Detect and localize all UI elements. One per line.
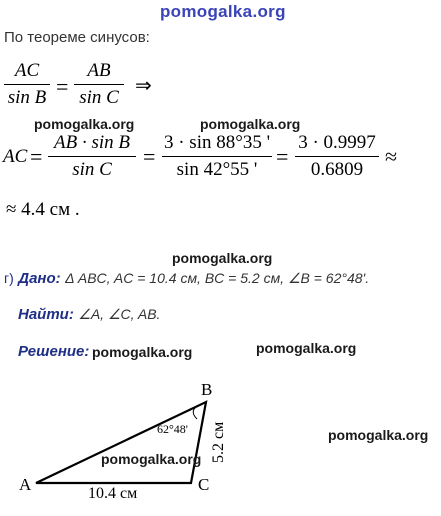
implies-arrow: ⇒ [135, 75, 152, 97]
law-lhs-numerator: AC [14, 60, 40, 81]
calc-fraction-1 [48, 132, 136, 181]
law-rhs-numerator: AB [87, 60, 111, 81]
part-prefix: г) [4, 270, 14, 286]
calc-equals-2: = [143, 144, 156, 169]
find-line [18, 306, 160, 324]
intro-text: По теореме синусов: [4, 29, 150, 46]
triangle-abc [36, 402, 206, 483]
watermark-1: pomogalka.org [34, 116, 135, 132]
watermark-2: pomogalka.org [200, 116, 301, 132]
vertex-c-label: C [198, 475, 210, 494]
law-fraction-right [74, 60, 124, 109]
calc-ac: AC [3, 146, 28, 167]
law-lhs-denominator: sin B [7, 87, 47, 109]
solution-label: Решение: [18, 343, 90, 360]
find-label: Найти: [18, 306, 74, 323]
calc-f3-denominator: 0.6809 [310, 159, 364, 181]
calc-f3-numerator: 3 · 0.9997 [298, 132, 376, 153]
side-bc-label: 5.2 см [210, 421, 227, 463]
site-watermark-top: pomogalka.org [160, 2, 286, 21]
side-ac-label: 10.4 см [88, 485, 138, 502]
calc-fraction-2 [162, 132, 272, 181]
watermark-3: pomogalka.org [172, 250, 273, 266]
calc-approx: ≈ [385, 144, 398, 169]
vertex-b-label: B [201, 380, 213, 399]
given-text: Δ ABC, AC = 10.4 см, BC = 5.2 см, ∠B = 62°48'. [65, 270, 370, 286]
given-line [4, 270, 369, 288]
angle-b-arc [193, 407, 197, 419]
law-rhs-denominator: sin C [79, 87, 119, 109]
law-fraction-left [4, 60, 50, 109]
result-line: ≈ 4.4 см . [6, 199, 80, 220]
find-text: ∠A, ∠C, AB. [78, 306, 161, 322]
vertex-a-label: A [19, 475, 32, 494]
watermark-7: pomogalka.org [328, 427, 429, 443]
calc-f2-numerator: 3 · sin 88°35 ' [163, 132, 271, 153]
calc-fraction-3 [295, 132, 379, 181]
angle-b-label: 62°48' [157, 422, 188, 436]
watermark-5: pomogalka.org [256, 340, 357, 356]
calc-f1-denominator: sin C [72, 159, 112, 181]
law-equals-sign: = [56, 74, 69, 99]
watermark-4: pomogalka.org [92, 344, 193, 360]
calc-f1-numerator: AB · sin B [54, 132, 130, 153]
calc-equals-3: = [276, 144, 289, 169]
watermark-6: pomogalka.org [101, 451, 202, 467]
calc-equals-1: = [30, 144, 43, 169]
calc-f2-denominator: sin 42°55 ' [176, 159, 258, 181]
given-label: Дано: [18, 270, 61, 287]
